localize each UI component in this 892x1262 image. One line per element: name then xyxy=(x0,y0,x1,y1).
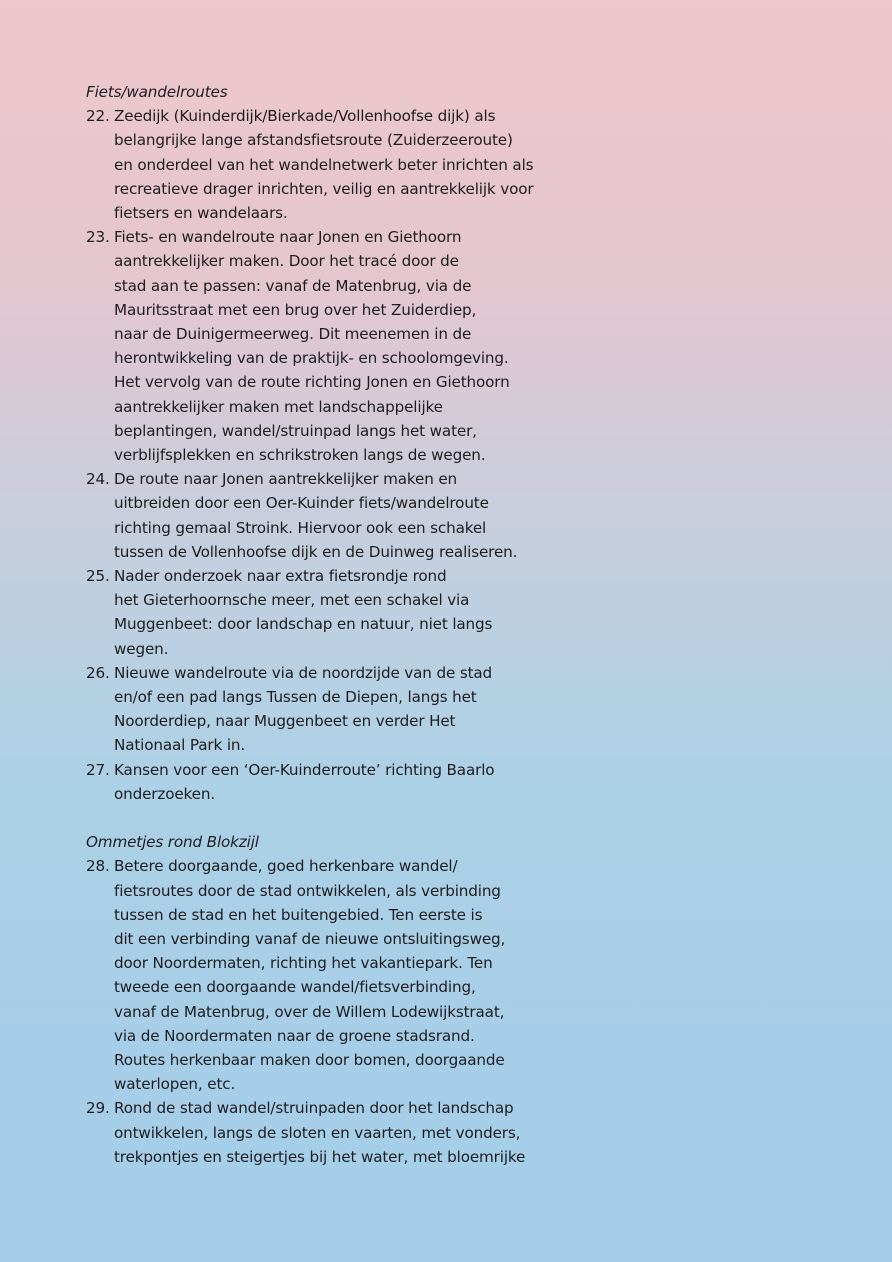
item-number: 23. xyxy=(86,228,110,247)
item-line: Rond de stad wandel/struinpaden door het landschap xyxy=(114,1099,514,1118)
item-line: Zeedijk (Kuinderdijk/Bierkade/Vollenhoofse dijk) als xyxy=(114,107,496,126)
item-number: 24. xyxy=(86,470,110,489)
item-line: fietsroutes door de stad ontwikkelen, als verbinding xyxy=(114,881,501,900)
item-line: tweede een doorgaande wandel/fietsverbinding, xyxy=(114,978,476,997)
item-line: uitbreiden door een Oer-Kuinder fiets/wandelroute xyxy=(114,494,489,513)
item-line: naar de Duinigermeerweg. Dit meenemen in de xyxy=(114,325,472,344)
item-line: tussen de Vollenhoofse dijk en de Duinweg realiseren. xyxy=(114,542,518,561)
item-number: 28. xyxy=(86,857,110,876)
item-number: 27. xyxy=(86,760,110,779)
item-line: waterlopen, etc. xyxy=(114,1075,236,1094)
item-number: 26. xyxy=(86,663,110,682)
item-line: wegen. xyxy=(114,639,169,658)
list-item xyxy=(86,1096,606,1169)
item-line: fietsers en wandelaars. xyxy=(114,204,288,222)
item-line: belangrijke lange afstandsfietsroute (Zuiderzeeroute) xyxy=(114,131,513,150)
item-line: aantrekkelijker maken. Door het tracé door de xyxy=(114,252,459,271)
item-line: Kansen voor een ‘Oer-Kuinderroute’ richting Baarlo xyxy=(114,760,495,779)
item-line: via de Noordermaten naar de groene stadsrand. xyxy=(114,1026,475,1045)
section-heading: Fiets/wandelroutes xyxy=(86,83,228,101)
item-line: Routes herkenbaar maken door bomen, doorgaande xyxy=(114,1051,505,1070)
item-line: en onderdeel van het wandelnetwerk beter inrichten als xyxy=(114,155,534,174)
list-item xyxy=(86,467,606,564)
item-line: vanaf de Matenbrug, over de Willem Lodewijkstraat, xyxy=(114,1002,505,1021)
item-line: tussen de stad en het buitengebied. Ten eerste is xyxy=(114,905,483,924)
numbered-list xyxy=(86,854,606,1169)
list-item xyxy=(86,104,606,225)
item-line: trekpontjes en steigertjes bij het water, met bloemrijke xyxy=(114,1147,526,1166)
item-line: Noorderdiep, naar Muggenbeet en verder Het xyxy=(114,712,456,731)
item-line: verblijfsplekken en schrikstroken langs de wegen. xyxy=(114,446,486,465)
item-line: Nieuwe wandelroute via de noordzijde van de stad xyxy=(114,663,493,682)
item-line: door Noordermaten, richting het vakantiepark. Ten xyxy=(114,954,493,973)
item-line: beplantingen, wandel/struinpad langs het water, xyxy=(114,421,477,440)
list-item xyxy=(86,564,606,661)
item-line: onderzoeken. xyxy=(114,784,216,803)
item-line: en/of een pad langs Tussen de Diepen, langs het xyxy=(114,688,477,707)
item-line: stad aan te passen: vanaf de Matenbrug, via de xyxy=(114,276,472,295)
item-line: De route naar Jonen aantrekkelijker maken en xyxy=(114,470,458,489)
section-heading: Ommetjes rond Blokzijl xyxy=(86,833,259,852)
section-fiets-wandelroutes xyxy=(86,80,606,806)
item-number: 29. xyxy=(86,1099,110,1118)
list-item xyxy=(86,225,606,467)
section-ommetjes-rond-blokzijl xyxy=(86,830,606,1169)
item-line: Nationaal Park in. xyxy=(114,736,246,755)
item-line: Muggenbeet: door landschap en natuur, niet langs xyxy=(114,615,493,634)
item-line: aantrekkelijker maken met landschappelijke xyxy=(114,397,443,416)
item-line: dit een verbinding vanaf de nieuwe ontsluitingsweg, xyxy=(114,930,506,949)
item-line: het Gieterhoornsche meer, met een schakel via xyxy=(114,591,470,610)
item-line: richting gemaal Stroink. Hiervoor ook een schakel xyxy=(114,518,487,537)
item-line: Fiets- en wandelroute naar Jonen en Giethoorn xyxy=(114,228,462,247)
item-number: 25. xyxy=(86,567,110,586)
list-item xyxy=(86,758,606,806)
item-line: herontwikkeling van de praktijk- en schoolomgeving. xyxy=(114,349,509,368)
item-line: Betere doorgaande, goed herkenbare wandel/ xyxy=(114,857,458,876)
page-content xyxy=(86,80,606,1169)
item-number: 22. xyxy=(86,107,110,126)
item-line: ontwikkelen, langs de sloten en vaarten, met vonders, xyxy=(114,1123,521,1142)
item-line: Mauritsstraat met een brug over het Zuiderdiep, xyxy=(114,300,477,319)
item-line: recreatieve drager inrichten, veilig en aantrekkelijk voor xyxy=(114,179,534,198)
list-item xyxy=(86,854,606,1096)
numbered-list xyxy=(86,104,606,806)
list-item xyxy=(86,661,606,758)
item-line: Nader onderzoek naar extra fietsrondje rond xyxy=(114,567,447,586)
item-line: Het vervolg van de route richting Jonen en Giethoorn xyxy=(114,373,510,392)
